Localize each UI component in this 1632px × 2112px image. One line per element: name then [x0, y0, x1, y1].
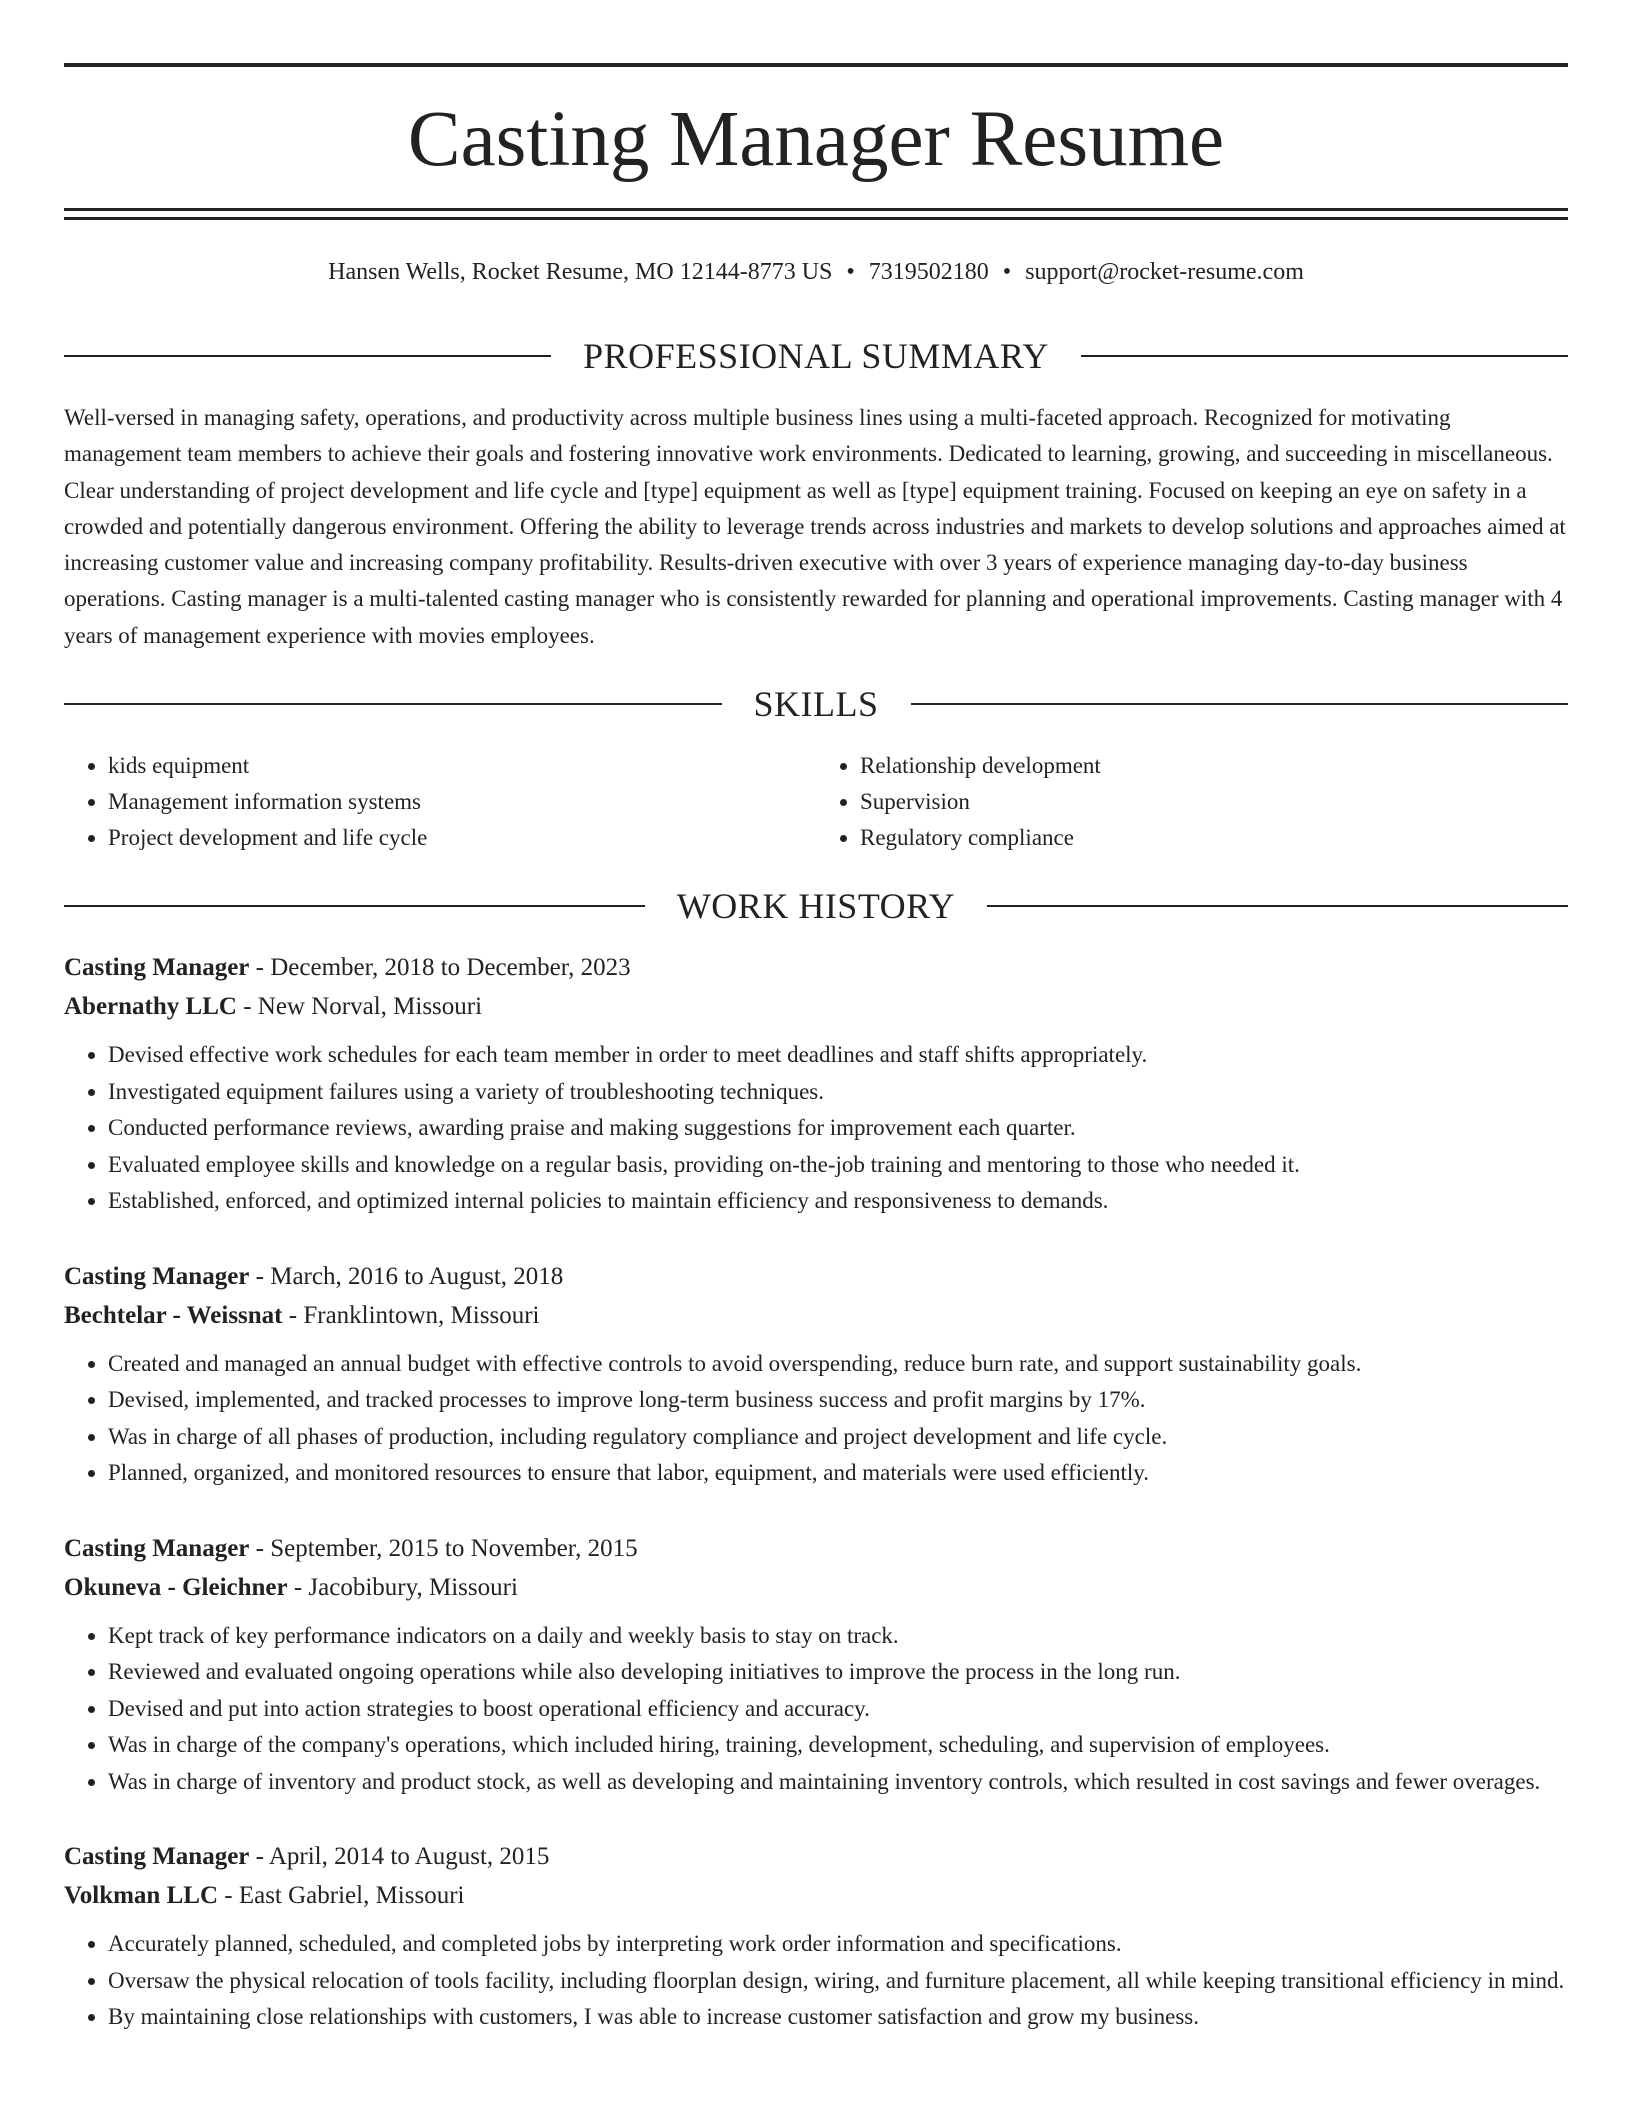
job-company-line: [64, 1296, 1568, 1335]
job-dates: - April, 2014 to August, 2015: [249, 1843, 550, 1870]
heading-rule-right: [911, 703, 1569, 705]
job-title: Casting Manager: [64, 1843, 250, 1870]
job-bullets: [64, 1618, 1568, 1801]
top-rule: [64, 63, 1568, 67]
job-bullet: • Kept track of key performance indicators on a daily and weekly basis to stay on track.: [108, 1618, 1568, 1655]
job-company-line: [64, 1876, 1568, 1915]
job-bullet: • Oversaw the physical relocation of tools facility, including floorplan design, wiring, and furniture placement, all while keeping transitional efficiency in mind.: [108, 1963, 1568, 2000]
job-entry: [64, 1257, 1568, 1492]
summary-heading-label: PROFESSIONAL SUMMARY: [583, 336, 1049, 376]
heading-rule-left: [64, 355, 551, 357]
contact-line: [64, 254, 1568, 290]
job-dates: - September, 2015 to November, 2015: [249, 1534, 638, 1562]
contact-separator: •: [1002, 259, 1012, 285]
job-entry: [64, 948, 1568, 1220]
job-company-line: [64, 987, 1568, 1026]
job-company-line: [64, 1568, 1568, 1607]
skills-heading-label: SKILLS: [753, 684, 879, 724]
contact-separator: •: [846, 259, 855, 285]
job-location: - East Gabriel, Missouri: [218, 1882, 465, 1909]
job-bullets: [64, 1037, 1568, 1220]
skill-item: • Project development and life cycle: [108, 820, 816, 856]
contact-email: support@rocket-resume.com: [1025, 259, 1304, 285]
job-company: Bechtelar - Weissnat: [64, 1301, 283, 1329]
job-location: - Franklintown, Missouri: [282, 1301, 540, 1329]
job-title-line: [64, 1529, 1568, 1568]
work-heading-label: WORK HISTORY: [676, 886, 956, 926]
job-bullet: • Planned, organized, and monitored resources to ensure that labor, equipment, and materials were used efficiently.: [108, 1455, 1568, 1492]
skill-item: • Relationship development: [860, 748, 1568, 784]
job-company: Abernathy LLC: [64, 993, 237, 1020]
summary-text: Well-versed in managing safety, operations, and productivity across multiple business lines using a multi-faceted approach. Recognized for motivating management team members to achieve their goals and fostering innovative work environments. Dedicated to learning, growing, and succeeding in miscellaneous. Clear understanding of project development and life cycle and [type] equipment as well as [type] equipment training. Focused on keeping an eye on safety in a crowded and potentially dangerous environment. Offering the ability to leverage trends across industries and markets to develop solutions and approaches aimed at increasing customer value and increasing company profitability. Results-driven executive with over 3 years of experience managing day-to-day business operations. Casting manager is a multi-talented casting manager who is consistently rewarded for planning and operational improvements. Casting manager with 4 years of management experience with movies employees.: [64, 405, 1566, 648]
skills-column-left: [64, 748, 816, 856]
title-double-rule: [64, 208, 1568, 220]
job-title-line: [64, 1257, 1568, 1296]
job-title: Casting Manager: [64, 954, 250, 981]
skills-list: [64, 748, 1568, 856]
job-company: Volkman LLC: [64, 1882, 218, 1909]
job-title: Casting Manager: [64, 1262, 250, 1290]
job-dates: - March, 2016 to August, 2018: [249, 1262, 564, 1290]
job-title: Casting Manager: [64, 1534, 250, 1562]
job-bullet: • Accurately planned, scheduled, and completed jobs by interpreting work order information and specifications.: [108, 1926, 1568, 1963]
work-heading: [64, 884, 1568, 928]
heading-rule-left: [64, 905, 645, 907]
job-title-line: [64, 948, 1568, 987]
skill-item: • Management information systems: [108, 784, 816, 820]
skills-heading: [64, 682, 1568, 726]
job-bullets: [64, 1346, 1568, 1492]
job-location: - New Norval, Missouri: [236, 993, 483, 1020]
job-dates: - December, 2018 to December, 2023: [249, 954, 631, 981]
job-bullet: • Devised effective work schedules for each team member in order to meet deadlines and staff shifts appropriately.: [108, 1037, 1568, 1074]
heading-rule-left: [64, 703, 722, 705]
job-bullet: • By maintaining close relationships with customers, I was able to increase customer satisfaction and grow my business.: [108, 1999, 1568, 2036]
job-entry: [64, 1837, 1568, 2036]
job-bullet: • Investigated equipment failures using a variety of troubleshooting techniques.: [108, 1074, 1568, 1111]
skills-column-right: [816, 748, 1568, 856]
contact-address: Hansen Wells, Rocket Resume, MO 12144-8773 US: [328, 259, 833, 285]
job-bullet: • Reviewed and evaluated ongoing operations while also developing initiatives to improve the process in the long run.: [108, 1654, 1568, 1691]
job-bullets: [64, 1926, 1568, 2036]
heading-rule-right: [1081, 355, 1568, 357]
job-bullet: • Was in charge of all phases of production, including regulatory compliance and project development and life cycle.: [108, 1419, 1568, 1456]
resume-title: Casting Manager Resume: [407, 96, 1225, 183]
job-bullet: • Evaluated employee skills and knowledge on a regular basis, providing on-the-job training and mentoring to those who needed it.: [108, 1147, 1568, 1184]
job-location: - Jacobibury, Missouri: [287, 1573, 518, 1601]
job-entry: [64, 1529, 1568, 1801]
job-bullet: • Was in charge of inventory and product stock, as well as developing and maintaining inventory controls, which resulted in cost savings and fewer overages.: [108, 1764, 1568, 1801]
job-bullet: • Conducted performance reviews, awarding praise and making suggestions for improvement each quarter.: [108, 1110, 1568, 1147]
contact-phone: 7319502180: [868, 259, 989, 285]
job-company: Okuneva - Gleichner: [64, 1573, 288, 1601]
work-history: [64, 948, 1568, 2073]
skill-item: • Supervision: [860, 784, 1568, 820]
job-bullet: • Created and managed an annual budget with effective controls to avoid overspending, reduce burn rate, and support sustainability goals.: [108, 1346, 1568, 1383]
job-bullet: • Devised, implemented, and tracked processes to improve long-term business success and profit margins by 17%.: [108, 1382, 1568, 1419]
skill-item: • Regulatory compliance: [860, 820, 1568, 856]
job-bullet: • Established, enforced, and optimized internal policies to maintain efficiency and responsiveness to demands.: [108, 1183, 1568, 1220]
heading-rule-right: [987, 905, 1568, 907]
job-bullet: • Devised and put into action strategies to boost operational efficiency and accuracy.: [108, 1691, 1568, 1728]
summary-heading: [64, 334, 1568, 378]
job-bullet: • Was in charge of the company's operations, which included hiring, training, development, scheduling, and supervision of employees.: [108, 1727, 1568, 1764]
skill-item: • kids equipment: [108, 748, 816, 784]
job-title-line: [64, 1837, 1568, 1876]
